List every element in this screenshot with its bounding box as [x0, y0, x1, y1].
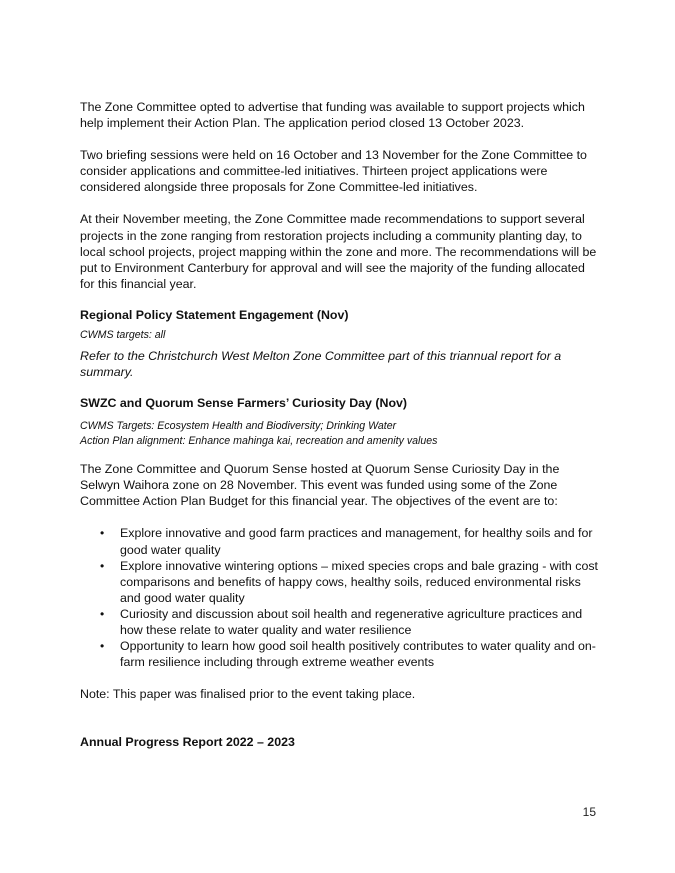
bullet-icon: •: [100, 639, 105, 654]
list-item-text: Curiosity and discussion about soil health and regenerative agriculture practices and how these relate to water quality and water resilience: [120, 606, 583, 637]
rps-targets: CWMS targets: all: [80, 328, 166, 341]
bullet-icon: •: [100, 606, 105, 621]
swzc-note: Note: This paper was finalised prior to the event taking place.: [80, 687, 416, 702]
swzc-heading: SWZC and Quorum Sense Farmers’ Curiosity Day (Nov): [80, 396, 408, 411]
list-item: [80, 606, 600, 638]
list-item-text: Explore innovative and good farm practices and management, for healthy soils and for good water quality: [120, 526, 593, 557]
list-item: [80, 558, 600, 606]
swzc-targets: CWMS Targets: Ecosystem Health and Biodiversity; Drinking Water: [80, 420, 397, 433]
swzc-alignment: Action Plan alignment: Enhance mahinga kai, recreation and amenity values: [80, 435, 438, 448]
rps-heading: Regional Policy Statement Engagement (Nov): [80, 307, 349, 322]
annual-report-heading: Annual Progress Report 2022 – 2023: [80, 735, 295, 750]
swzc-paragraph: The Zone Committee and Quorum Sense hosted at Quorum Sense Curiosity Day in the Selwyn Waihora zone on 28 November. This event was funded using some of the Zone Committee Action Plan Budget for this financial year. The objectives of the event are to:: [80, 462, 560, 509]
document-page: [80, 99, 600, 750]
list-item-text: Opportunity to learn how good soil health positively contributes to water quality and on-farm resilience including through extreme weather events: [120, 639, 596, 670]
page-number: 15: [582, 805, 596, 819]
list-item: [80, 525, 600, 557]
bullet-icon: •: [100, 526, 105, 541]
rps-note: Refer to the Christchurch West Melton Zone Committee part of this triannual report for a summary.: [80, 348, 562, 380]
list-item: [80, 638, 600, 670]
list-item-text: Explore innovative wintering options – mixed species crops and bale grazing - with cost comparisons and benefits of happy cows, healthy soils, reduced environmental risks and good water quality: [120, 558, 598, 605]
intro-paragraph-3: At their November meeting, the Zone Committee made recommendations to support several projects in the zone ranging from restoration projects including a community planting day, to local school projects, project mapping within the zone and more. The recommendations will be put to Environment Canterbury for approval and will see the majority of the funding allocated for this financial year.: [80, 212, 597, 291]
objectives-list: [80, 525, 600, 670]
intro-paragraph-1: The Zone Committee opted to advertise that funding was available to support projects which help implement their Action Plan. The application period closed 13 October 2023.: [80, 100, 585, 131]
intro-paragraph-2: Two briefing sessions were held on 16 October and 13 November for the Zone Committee to consider applications and committee-led initiatives. Thirteen project applications were considered alongside three proposals for Zone Committee-led initiatives.: [80, 148, 587, 195]
bullet-icon: •: [100, 558, 105, 573]
